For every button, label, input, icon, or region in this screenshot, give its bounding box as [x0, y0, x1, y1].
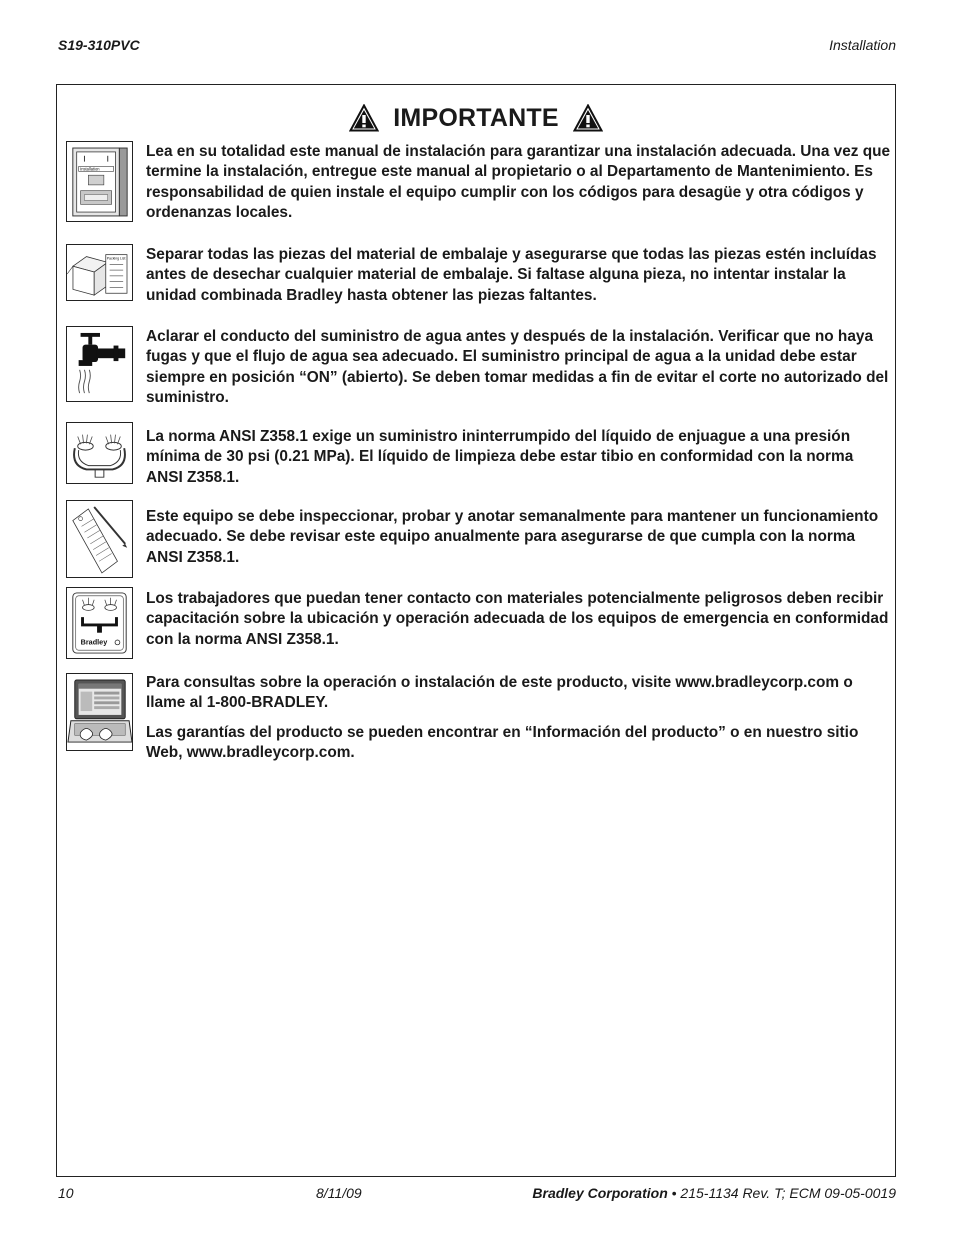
- warranty-text: Las garantías del producto se pueden encontrar en “Información del producto” o en nuestro sitio Web, www.bradleycorp.com.: [146, 724, 859, 762]
- revision-info: • 215-1134 Rev. T; ECM 09-05-0019: [667, 1185, 896, 1201]
- packing-box-icon: [66, 244, 133, 301]
- water-faucet-icon: [66, 326, 133, 402]
- warning-icon: [349, 104, 379, 132]
- company-name: Bradley Corporation: [532, 1185, 668, 1201]
- notice-item-text: Lea en su totalidad este manual de instalación para garantizar una instalación adecuada. Una vez que termine la instalación, entregue este manual al propietario o al Departamento de Mantenimiento. Es responsabilidad de quien instale el equipo cumplir con los códigos para desagüe y otra códigos y ordenanzas locales.: [146, 143, 891, 221]
- eyewash-sign-icon: [66, 587, 133, 659]
- notice-item-text: Los trabajadores que puedan tener contacto con materiales potencialmente peligrosos deben recibir capacitación sobre la ubicación y operación adecuada de los equipos de emergencia en conformidad con la norma ANSI Z358.1.: [146, 590, 889, 648]
- notice-item-text: Separar todas las piezas del material de embalaje y asegurarse que todas las piezas estén incluídas antes de desechar cualquier material de embalaje. Si faltase alguna pieza, no intentar instalar la unidad combinada Bradley hasta obtener las piezas faltantes.: [146, 246, 877, 304]
- page-number: 10: [58, 1185, 74, 1201]
- notice-title: IMPORTANTE: [393, 103, 559, 132]
- manual-icon: [66, 141, 133, 222]
- laptop-icon: [66, 673, 133, 751]
- footer-company-line: [532, 1185, 896, 1201]
- warning-icon: [573, 104, 603, 132]
- notice-title-row: [57, 101, 895, 135]
- notice-item-text: Para consultas sobre la operación o instalación de este producto, visite www.bradleycorp.com o llame al 1-800-BRADLEY.: [146, 674, 853, 712]
- inspection-tag-icon: [66, 500, 133, 578]
- manual-icon-label: Installation: [80, 166, 100, 172]
- document-date: 8/11/09: [316, 1185, 362, 1201]
- sign-brand-label: Bradley: [80, 637, 108, 647]
- notice-item-text: Aclarar el conducto del suministro de agua antes y después de la instalación. Verificar que no haya fugas y que el flujo de agua sea adecuado. El suministro principal de agua a la unidad debe estar siempre en posición “ON” (abierto). Se deben tomar medidas a fin de evitar el corte no autorizado del suministro.: [146, 328, 889, 406]
- notice-item-text: Este equipo se debe inspeccionar, probar y anotar semanalmente para mantener un funcionamiento adecuado. Se debe revisar este equipo anualmente para asegurarse de que cumpla con la norma ANSI Z358.1.: [146, 508, 879, 566]
- doc-id: S19-310PVC: [58, 37, 140, 53]
- eyewash-icon: [66, 422, 133, 484]
- notice-item-text: La norma ANSI Z358.1 exige un suministro ininterrumpido del líquido de enjuague a una presión mínima de 30 psi (0.21 MPa). El líquido de limpieza debe estar tibio en conformidad con la norma ANSI Z358.1.: [146, 428, 854, 486]
- packing-list-label: Packing List: [106, 256, 126, 261]
- importante-notice-box: [56, 84, 896, 1177]
- section-name: Installation: [829, 37, 896, 53]
